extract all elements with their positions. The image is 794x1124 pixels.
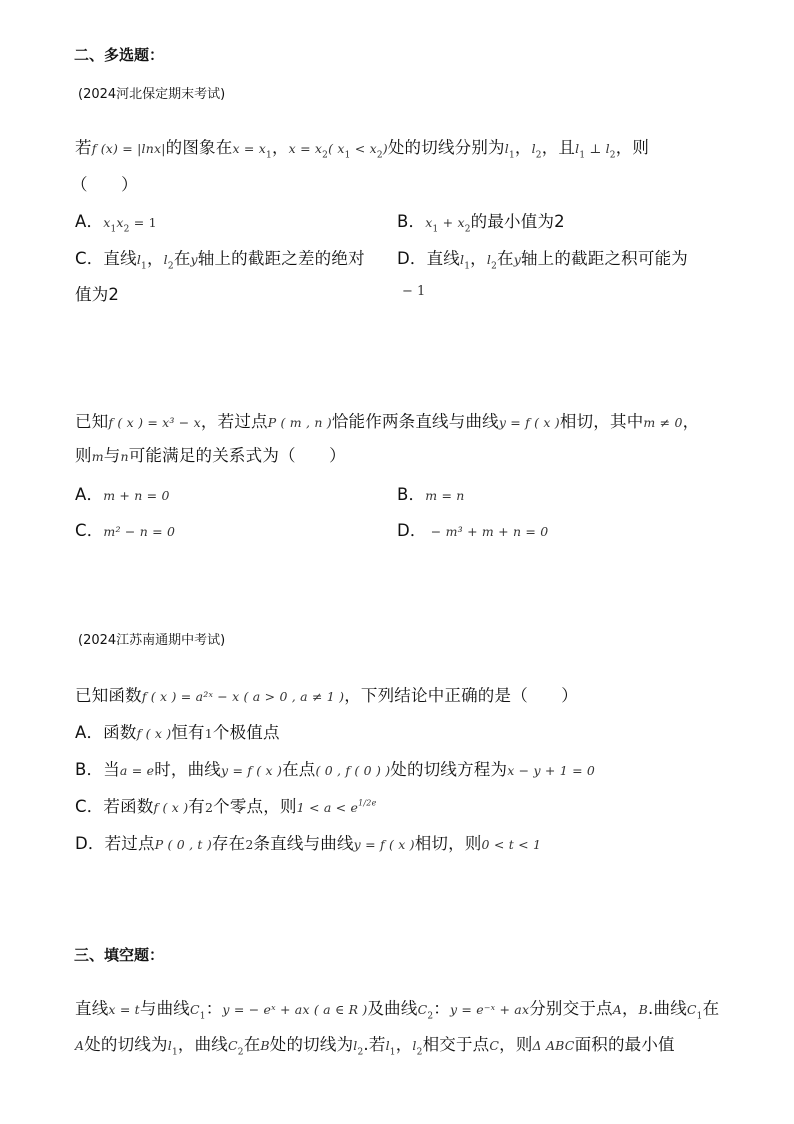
subscript: 1 [110,224,117,235]
question-1-option-a [75,208,157,234]
question-1-option-d [397,245,688,271]
formula: x = t [108,1002,140,1017]
formula: l [385,1038,390,1053]
formula: ( 0 , f ( 0 ) ) [315,763,391,778]
formula: m ≠ 0 [643,415,683,430]
formula: y = f ( x ) [498,415,560,430]
formula: y = f ( x ) [353,837,415,852]
subscript: 2 [322,150,329,161]
text: 则 [75,446,92,465]
formula: 1 < a < e [296,800,359,815]
text: 的图象在 [165,138,233,157]
option-label: C．直线 [75,249,137,268]
formula: x − y + 1 = 0 [507,763,596,778]
text: 与曲线 [139,999,191,1018]
text: 可能满足的关系式为（ ） [128,446,346,465]
text: ， [514,138,532,157]
formula: m² − n = 0 [103,524,176,539]
text: 在 [497,249,514,268]
formula: B [638,1002,649,1017]
text: 相交于点 [422,1035,490,1054]
subscript: 2 [376,150,383,161]
text: ， [395,1035,413,1054]
formula: y = − eˣ + ax ( a ∈ R ) [222,1002,368,1017]
formula: l [504,141,509,156]
text: 存在 [211,834,246,853]
formula: l [486,252,492,267]
text: 面积的最小值 [574,1035,675,1054]
text: 相切，其中 [559,412,644,431]
subscript: 2 [464,224,471,235]
question-1-answer-bracket: （ ） [71,175,138,194]
question-4-stem-line1 [75,995,719,1021]
subscript: 2 [167,261,174,272]
formula: f (x) = |lnx| [91,141,166,156]
text: ： [433,999,450,1018]
formula: a = e [119,763,155,778]
subscript: 1 [344,150,351,161]
option-label: B． [397,212,426,231]
option-label: B． [397,485,426,504]
text: 在 [173,249,191,268]
text: ， [682,412,700,431]
option-label: D． [397,521,427,540]
formula: f ( x ) = x³ − x [108,415,201,430]
text: ： [205,999,223,1018]
source-note: (2024河北保定期末考试) [78,87,226,102]
formula: x [103,215,111,230]
formula: C [227,1038,238,1053]
text: 处的切线分别为 [387,138,505,157]
formula: y = f ( x ) [221,763,283,778]
formula: A [75,1038,85,1053]
text: 恰能作两条直线与曲线 [331,412,499,431]
question-2-option-b [397,481,465,505]
subscript: 1 [141,261,147,272]
formula: l [167,1038,172,1053]
formula: B [260,1038,270,1053]
subscript: 1 [464,261,471,272]
text: ，且 [541,138,576,157]
formula: = 1 [129,215,157,230]
text: ， [621,999,639,1018]
subscript: 2 [416,1047,423,1058]
text: ，则 [499,1035,533,1054]
text: ， [271,138,289,157]
text: ，曲线 [177,1035,228,1054]
text: 在点 [282,760,316,779]
formula: A [612,1002,622,1017]
text: 处的切线为 [269,1035,354,1054]
formula: C [686,1002,697,1017]
option-text: C．若函数 [75,797,154,816]
question-1-option-c-line2: 值为2 [75,285,120,304]
text: 有 [188,797,205,816]
option-text: A．函数 [75,723,137,742]
formula: P ( m , n ) [267,415,332,430]
question-3-option-d [75,830,541,854]
subscript: 2 [609,150,616,161]
text: 在 [243,1035,261,1054]
text: 若 [75,138,92,157]
formula: x = x [232,141,266,156]
text: 分别交于点 [529,999,613,1018]
option-text: 轴上的截距之差的绝对 [197,249,365,268]
subscript: 2 [491,261,497,272]
subscript: 2 [237,1047,244,1058]
subscript: 2 [427,1011,434,1022]
text: ，下列结论中正确的是（ ） [344,686,579,705]
formula: P ( 0 , t ) [154,837,212,852]
question-1-option-d-line2: − 1 [402,284,426,299]
text: 直线 [75,999,109,1018]
formula: l [531,141,536,156]
formula: C [190,1002,200,1017]
text: ， [470,249,487,268]
subscript: 1 [432,224,439,235]
question-2-stem-line2 [75,442,346,466]
formula: − m³ + m + n = 0 [426,524,549,539]
formula: x [425,215,433,230]
formula: l [460,252,465,267]
question-4-stem-line2 [75,1031,675,1057]
formula: 1 [204,726,213,741]
subscript: 1 [579,150,586,161]
text: 相切，则 [414,834,482,853]
text: 已知 [75,412,109,431]
text: 与 [103,446,121,465]
formula: l [412,1038,417,1053]
text: 条直线与曲线 [253,834,354,853]
text: .若 [363,1035,386,1054]
formula: C [489,1038,500,1053]
question-2-stem-line1 [75,408,699,432]
option-text: 轴上的截距之积可能为 [520,249,688,268]
subscript: 1 [171,1047,178,1058]
formula: x [116,215,124,230]
question-2-option-c [75,517,175,541]
formula: l [136,252,142,267]
formula: l [353,1038,358,1053]
subscript: 2 [535,150,542,161]
option-label: D．直线 [397,249,461,268]
question-3-option-a [75,719,280,743]
formula: l [575,141,580,156]
formula: m [91,449,104,464]
question-3-option-b [75,756,595,780]
question-1-option-c [75,245,365,271]
formula: 0 < t < 1 [481,837,542,852]
formula: y [190,252,198,267]
question-1-option-b [397,208,565,234]
text: 及曲线 [367,999,418,1018]
question-3-option-c [75,793,377,817]
question-3-stem [75,682,578,706]
text: 在 [702,999,720,1018]
formula: y [513,252,521,267]
section-title-multiple-choice: 二、多选题： [74,46,165,64]
formula: f ( x ) = a²ˣ − x ( a > 0 , a ≠ 1 ) [141,689,345,704]
section-title-fill-in: 三、填空题： [74,946,165,964]
formula: m = n [425,488,465,503]
text: ，若过点 [200,412,268,431]
option-label: A． [75,485,104,504]
text: 个极值点 [212,723,280,742]
text: 时，曲线 [154,760,222,779]
formula: ⊥ l [585,141,610,156]
subscript: 1 [508,150,515,161]
text: 处的切线为 [84,1035,168,1054]
subscript: 1 [266,150,272,161]
formula: 2 [245,837,254,852]
formula: ) [382,141,388,156]
text: 个零点，则 [213,797,297,816]
formula: x = x [288,141,323,156]
option-text: D．若过点 [75,834,155,853]
subscript: 1 [696,1011,703,1022]
formula: y = e⁻ˣ + ax [449,1002,530,1017]
option-label: C． [75,521,104,540]
formula: ( x [328,141,345,156]
formula: m + n = 0 [103,488,170,503]
text: 已知函数 [75,686,142,705]
subscript: 2 [357,1047,364,1058]
text: ，则 [615,138,650,157]
text: 处的切线方程为 [390,760,508,779]
formula: f ( x ) [136,726,172,741]
source-note: (2024江苏南通期中考试) [78,633,226,648]
formula: f ( x ) [153,800,189,815]
text: 恒有 [171,723,205,742]
subscript: 2 [123,224,130,235]
formula: 2 [204,800,214,815]
option-text: B．当 [75,760,120,779]
text: .曲线 [648,999,687,1018]
question-2-option-d [397,517,548,541]
formula: l [163,252,168,267]
subscript: 1 [389,1047,396,1058]
formula: n [120,449,129,464]
formula: Δ ABC [532,1038,575,1053]
option-label: A． [75,212,104,231]
formula: + x [438,215,465,230]
option-text: 的最小值为2 [470,212,565,231]
question-2-option-a [75,481,170,505]
subscript: 1 [199,1011,206,1022]
text: ， [146,249,164,268]
formula: < x [350,141,377,156]
superscript: 1/2e [358,798,377,808]
formula: C [417,1002,428,1017]
question-1-stem-line1 [75,134,649,160]
